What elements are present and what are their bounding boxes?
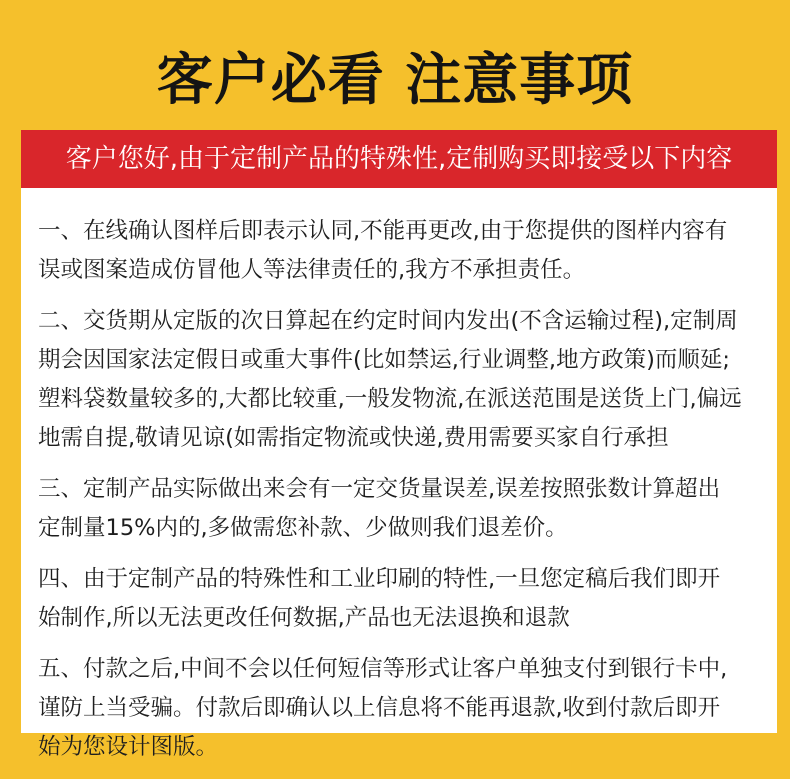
notice-item-2	[38, 302, 766, 458]
notice-item-5	[38, 650, 766, 767]
notice-card	[21, 130, 777, 760]
notice-line: 始制作,所以无法更改任何数据,产品也无法退换和退款	[38, 605, 570, 631]
notice-item-1	[38, 212, 766, 290]
notice-line: 四、由于定制产品的特殊性和工业印刷的特性,一旦您定稿后我们即开	[38, 566, 721, 592]
notice-line: 二、交货期从定版的次日算起在约定时间内发出(不含运输过程),定制周	[38, 308, 738, 334]
notice-line: 始为您设计图版。	[38, 734, 219, 760]
notice-line: 一、在线确认图样后即表示认同,不能再更改,由于您提供的图样内容有	[38, 218, 728, 244]
notice-item-4	[38, 560, 766, 638]
notice-banner: 客户您好,由于定制产品的特殊性,定制购买即接受以下内容	[21, 130, 777, 188]
notice-line: 期会因国家法定假日或重大事件(比如禁运,行业调整,地方政策)而顺延;	[38, 347, 730, 373]
notice-line: 三、定制产品实际做出来会有一定交货量误差,误差按照张数计算超出	[38, 476, 721, 502]
notice-line: 地需自提,敬请见谅(如需指定物流或快递,费用需要买家自行承担	[38, 425, 669, 451]
notice-line: 塑料袋数量较多的,大都比较重,一般发物流,在派送范围是送货上门,偏远	[38, 386, 742, 412]
notice-item-3	[38, 470, 766, 548]
notice-line: 定制量15%内的,多做需您补款、少做则我们退差价。	[38, 515, 568, 541]
notice-line: 五、付款之后,中间不会以任何短信等形式让客户单独支付到银行卡中,	[38, 656, 728, 682]
notice-line: 谨防上当受骗。付款后即确认以上信息将不能再退款,收到付款后即开	[38, 695, 721, 721]
notice-list	[38, 212, 766, 779]
notice-line: 误或图案造成仿冒他人等法律责任的,我方不承担责任。	[38, 257, 586, 283]
page-title: 客户必看 注意事项	[156, 48, 634, 113]
